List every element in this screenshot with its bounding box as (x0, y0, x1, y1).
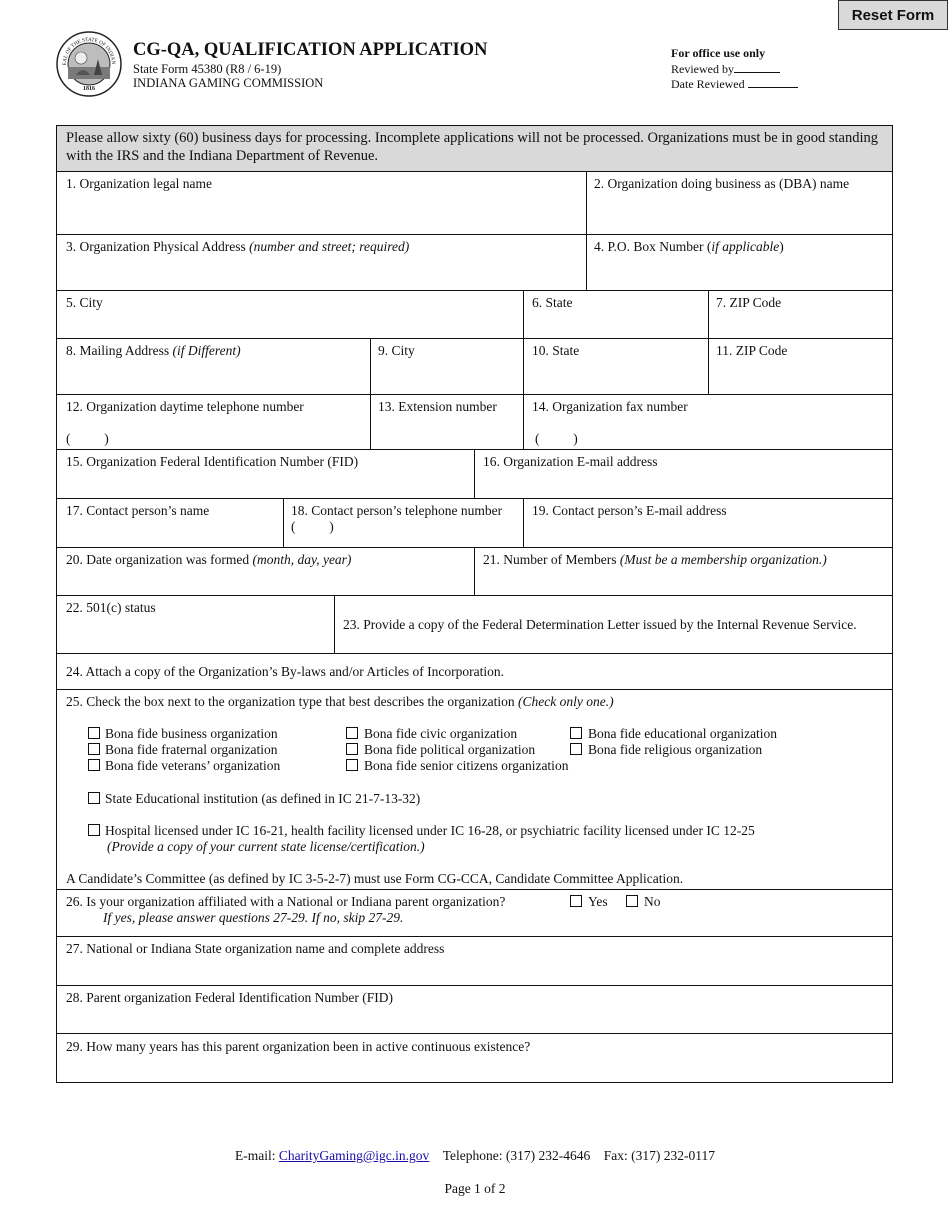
field-1-label[interactable]: 1. Organization legal name (66, 176, 212, 191)
rule (56, 653, 893, 654)
field-7-label[interactable]: 7. ZIP Code (716, 295, 782, 310)
field-10-label[interactable]: 10. State (532, 343, 580, 358)
affiliated-no-checkbox[interactable] (626, 895, 638, 907)
field-12-area-code: ( ) (66, 431, 109, 446)
reviewed-by: Reviewed by (671, 61, 780, 77)
rule (56, 985, 893, 986)
political-checkbox[interactable] (346, 743, 358, 755)
reset-form-button[interactable]: Reset Form (838, 0, 948, 30)
field-18-area-code: ( ) (291, 519, 334, 534)
business-checkbox[interactable] (88, 727, 100, 739)
field-12-label[interactable]: 12. Organization daytime telephone number (66, 399, 304, 414)
form-title: CG-QA, QUALIFICATION APPLICATION (133, 40, 488, 60)
field-25-label: 25. Check the box next to the organization type that best describes the organization (Check only one.) (66, 694, 614, 709)
field-5-label[interactable]: 5. City (66, 295, 103, 310)
affiliated-yes-label: Yes (588, 894, 608, 909)
rule (56, 171, 893, 172)
affiliated-yes-checkbox[interactable] (570, 895, 582, 907)
rule (586, 171, 587, 290)
fraternal-checkbox[interactable] (88, 743, 100, 755)
field-3-label[interactable]: 3. Organization Physical Address (number and street; required) (66, 239, 410, 254)
rule (56, 1033, 893, 1034)
rule (474, 449, 475, 498)
rule (56, 936, 893, 937)
form-box (56, 125, 893, 1083)
field-28-label[interactable]: 28. Parent organization Federal Identification Number (FID) (66, 990, 394, 1005)
state-edu-label: State Educational institution (as defined in IC 21-7-13-32) (105, 791, 421, 806)
email-link[interactable]: CharityGaming@igc.in.gov (278, 1148, 430, 1163)
field-26-note: If yes, please answer questions 27-29. If no, skip 27-29. (103, 910, 404, 925)
agency-name: INDIANA GAMING COMMISSION (133, 76, 324, 90)
field-14-label[interactable]: 14. Organization fax number (532, 399, 688, 414)
rule (56, 234, 893, 235)
field-15-label[interactable]: 15. Organization Federal Identification Number (FID) (66, 454, 359, 469)
religious-checkbox[interactable] (570, 743, 582, 755)
hospital-checkbox[interactable] (88, 824, 100, 836)
seal-text: EAL OF THE STATE OF INDIAN (61, 36, 117, 66)
field-29-label[interactable]: 29. How many years has this parent organization been in active continuous existence? (66, 1039, 531, 1054)
veterans-checkbox[interactable] (88, 759, 100, 771)
business-label: Bona fide business organization (105, 726, 278, 741)
field-16-label[interactable]: 16. Organization E-mail address (483, 454, 658, 469)
rule (56, 595, 893, 596)
field-11-label[interactable]: 11. ZIP Code (716, 343, 788, 358)
seal-year: 1816 (83, 86, 95, 92)
field-18-label[interactable]: 18. Contact person’s telephone number (291, 503, 503, 518)
page-number: Page 1 of 2 (444, 1181, 506, 1196)
field-9-label[interactable]: 9. City (378, 343, 415, 358)
field-21-label[interactable]: 21. Number of Members (Must be a membership organization.) (483, 552, 827, 567)
field-6-label[interactable]: 6. State (532, 295, 573, 310)
affiliated-no-label: No (644, 894, 661, 909)
veterans-label: Bona fide veterans’ organization (105, 758, 281, 773)
field-27-label[interactable]: 27. National or Indiana State organization name and complete address (66, 941, 445, 956)
field-19-label[interactable]: 19. Contact person’s E-mail address (532, 503, 727, 518)
hospital-label: Hospital licensed under IC 16-21, health facility licensed under IC 16-28, or psychiatric facility licensed under IC 12-25 (105, 823, 755, 838)
rule (334, 595, 335, 653)
rule (56, 689, 893, 690)
political-label: Bona fide political organization (364, 742, 536, 757)
rule (56, 394, 893, 395)
contact-footer: E-mail: CharityGaming@igc.in.gov Telephone: (317) 232-4646 Fax: (317) 232-0117 (234, 1148, 716, 1163)
field-2-label[interactable]: 2. Organization doing business as (DBA) name (594, 176, 850, 191)
rule (56, 889, 893, 890)
date-reviewed: Date Reviewed (671, 76, 798, 92)
field-20-label[interactable]: 20. Date organization was formed (month, day, year) (66, 552, 352, 567)
field-17-label[interactable]: 17. Contact person’s name (66, 503, 210, 518)
rule (708, 290, 709, 394)
senior-label: Bona fide senior citizens organization (364, 758, 569, 773)
rule (56, 498, 893, 499)
field-26-label: 26. Is your organization affiliated with a National or Indiana parent organization? (66, 894, 506, 909)
senior-checkbox[interactable] (346, 759, 358, 771)
processing-notice: Please allow sixty (60) business days for processing. Incomplete applications will not be processed. Organizations must be in good standing with the IRS and the Indiana Department of Revenue. (66, 130, 878, 164)
educational-label: Bona fide educational organization (588, 726, 778, 741)
field-8-label[interactable]: 8. Mailing Address (if Different) (66, 343, 241, 358)
rule (283, 498, 284, 547)
rule (370, 338, 371, 449)
civic-checkbox[interactable] (346, 727, 358, 739)
field-13-label[interactable]: 13. Extension number (378, 399, 497, 414)
office-use-heading: For office use only (671, 46, 766, 60)
hospital-note: (Provide a copy of your current state license/certification.) (107, 839, 425, 854)
fraternal-label: Bona fide fraternal organization (105, 742, 278, 757)
field-24-label: 24. Attach a copy of the Organization’s By-laws and/or Articles of Incorporation. (66, 664, 505, 679)
religious-label: Bona fide religious organization (588, 742, 763, 757)
field-23-label: 23. Provide a copy of the Federal Determination Letter issued by the Internal Revenue Service. (343, 617, 857, 632)
rule (56, 338, 893, 339)
state-form-number: State Form 45380 (R8 / 6-19) (133, 62, 282, 76)
rule (523, 498, 524, 547)
educational-checkbox[interactable] (570, 727, 582, 739)
rule (523, 290, 524, 449)
indiana-state-seal (56, 31, 122, 97)
rule (56, 290, 893, 291)
civic-label: Bona fide civic organization (364, 726, 518, 741)
rule (474, 547, 475, 595)
candidate-note: A Candidate’s Committee (as defined by IC 3-5-2-7) must use Form CG-CCA, Candidate Committee Application. (66, 871, 684, 886)
field-4-label[interactable]: 4. P.O. Box Number (if applicable) (594, 239, 784, 254)
field-22-label[interactable]: 22. 501(c) status (66, 600, 156, 615)
state-edu-checkbox[interactable] (88, 792, 100, 804)
field-14-area-code: ( ) (535, 431, 578, 446)
